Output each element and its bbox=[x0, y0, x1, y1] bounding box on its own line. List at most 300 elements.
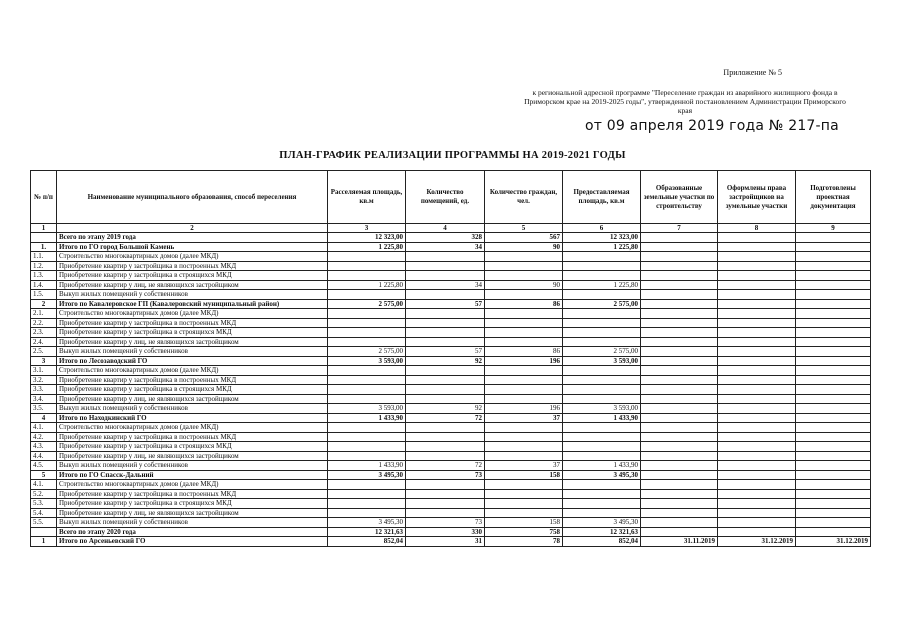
table-cell bbox=[328, 309, 406, 319]
table-cell bbox=[641, 480, 718, 490]
table-cell bbox=[796, 518, 871, 528]
table-cell bbox=[796, 385, 871, 395]
table-cell: 4 bbox=[31, 413, 57, 423]
table-cell: 1 bbox=[31, 537, 57, 547]
table-cell bbox=[406, 375, 485, 385]
table-cell bbox=[641, 432, 718, 442]
table-cell bbox=[31, 233, 57, 243]
table-cell bbox=[485, 271, 563, 281]
table-cell bbox=[718, 442, 796, 452]
table-cell bbox=[718, 432, 796, 442]
table-cell bbox=[485, 337, 563, 347]
column-number-row bbox=[31, 224, 871, 233]
table-cell bbox=[406, 385, 485, 395]
table-cell: 1.4. bbox=[31, 280, 57, 290]
table-cell: Приобретение квартир у лиц, не являющихся застройщиком bbox=[57, 337, 328, 347]
column-number: 1 bbox=[31, 224, 57, 233]
table-cell: 2.4. bbox=[31, 337, 57, 347]
document-title: ПЛАН-ГРАФИК РЕАЛИЗАЦИИ ПРОГРАММЫ НА 2019-2021 ГОДЫ bbox=[279, 150, 626, 161]
column-number: 2 bbox=[57, 224, 328, 233]
table-cell: 4.5. bbox=[31, 461, 57, 471]
table-cell: Итого по Арсеньевский ГО bbox=[57, 537, 328, 547]
table-cell bbox=[796, 347, 871, 357]
table-cell bbox=[718, 347, 796, 357]
table-cell bbox=[718, 527, 796, 537]
table-cell: 1 225,80 bbox=[328, 280, 406, 290]
table-row bbox=[31, 461, 871, 471]
table-cell: 4.1. bbox=[31, 480, 57, 490]
table-cell bbox=[641, 337, 718, 347]
table-cell bbox=[485, 508, 563, 518]
column-header: Расселяемая площадь, кв.м bbox=[328, 171, 406, 224]
table-cell bbox=[563, 318, 641, 328]
table-cell bbox=[641, 518, 718, 528]
table-cell: 328 bbox=[406, 233, 485, 243]
table-cell: 37 bbox=[485, 461, 563, 471]
table-cell: Выкуп жилых помещений у собственников bbox=[57, 404, 328, 414]
table-cell: 3 bbox=[31, 356, 57, 366]
table-cell: Строительство многоквартирных домов (далее МКД) bbox=[57, 366, 328, 376]
table-cell: 5 bbox=[31, 470, 57, 480]
column-header: Количество помещений, ед. bbox=[406, 171, 485, 224]
table-row bbox=[31, 404, 871, 414]
table-cell: 2 575,00 bbox=[563, 347, 641, 357]
table-cell bbox=[641, 451, 718, 461]
table-cell bbox=[718, 328, 796, 338]
table-cell: 1.2. bbox=[31, 261, 57, 271]
table-cell bbox=[406, 290, 485, 300]
table-cell: Приобретение квартир у застройщика в построенных МКД bbox=[57, 318, 328, 328]
table-cell bbox=[406, 499, 485, 509]
table-cell bbox=[328, 499, 406, 509]
table-cell: Строительство многоквартирных домов (далее МКД) bbox=[57, 480, 328, 490]
table-row bbox=[31, 328, 871, 338]
table-cell bbox=[796, 290, 871, 300]
table-row bbox=[31, 499, 871, 509]
table-cell: Итого по Кавалеровское ГП (Кавалеровский муниципальный район) bbox=[57, 299, 328, 309]
column-header: № п/п bbox=[31, 171, 57, 224]
table-cell bbox=[406, 432, 485, 442]
table-row bbox=[31, 413, 871, 423]
table-cell bbox=[563, 309, 641, 319]
table-cell bbox=[718, 375, 796, 385]
table-cell bbox=[563, 271, 641, 281]
table-cell bbox=[718, 356, 796, 366]
table-cell: 5.5. bbox=[31, 518, 57, 528]
table-cell bbox=[406, 328, 485, 338]
table-cell: Выкуп жилых помещений у собственников bbox=[57, 518, 328, 528]
table-cell bbox=[718, 252, 796, 262]
table-cell bbox=[718, 233, 796, 243]
table-cell: Приобретение квартир у застройщика в построенных МКД bbox=[57, 261, 328, 271]
table-cell bbox=[796, 480, 871, 490]
table-cell bbox=[563, 385, 641, 395]
table-cell bbox=[796, 261, 871, 271]
table-cell: Приобретение квартир у застройщика в строящихся МКД bbox=[57, 499, 328, 509]
table-cell bbox=[796, 252, 871, 262]
table-cell bbox=[406, 309, 485, 319]
table-cell: 2 bbox=[31, 299, 57, 309]
table-cell bbox=[641, 508, 718, 518]
table-cell: 3.3. bbox=[31, 385, 57, 395]
table-cell: Приобретение квартир у лиц, не являющихся застройщиком bbox=[57, 451, 328, 461]
table-cell bbox=[328, 366, 406, 376]
table-cell bbox=[718, 309, 796, 319]
table-cell bbox=[796, 242, 871, 252]
table-cell: 12 321,63 bbox=[328, 527, 406, 537]
table-cell: 196 bbox=[485, 356, 563, 366]
table-cell: 3 593,00 bbox=[563, 404, 641, 414]
table-cell: 72 bbox=[406, 461, 485, 471]
column-number: 9 bbox=[796, 224, 871, 233]
header-row bbox=[31, 171, 871, 224]
table-cell bbox=[796, 499, 871, 509]
table-cell bbox=[718, 489, 796, 499]
table-cell bbox=[328, 451, 406, 461]
table-cell bbox=[641, 385, 718, 395]
table-cell: 3.5. bbox=[31, 404, 57, 414]
table-row bbox=[31, 337, 871, 347]
table-cell bbox=[641, 328, 718, 338]
table-row bbox=[31, 309, 871, 319]
table-cell: Выкуп жилых помещений у собственников bbox=[57, 461, 328, 471]
table-row bbox=[31, 252, 871, 262]
table-cell: 1.1. bbox=[31, 252, 57, 262]
table-cell bbox=[796, 432, 871, 442]
table-cell bbox=[718, 261, 796, 271]
table-cell bbox=[641, 299, 718, 309]
decree-stamp: от 09 апреля 2019 года № 217-па bbox=[585, 118, 839, 134]
table-cell: 2.5. bbox=[31, 347, 57, 357]
table-cell bbox=[641, 242, 718, 252]
table-cell: Строительство многоквартирных домов (далее МКД) bbox=[57, 252, 328, 262]
table-cell bbox=[406, 318, 485, 328]
table-cell: 1. bbox=[31, 242, 57, 252]
table-cell bbox=[796, 318, 871, 328]
table-cell: Итого по Лесозаводский ГО bbox=[57, 356, 328, 366]
table-cell bbox=[718, 404, 796, 414]
table-cell: 37 bbox=[485, 413, 563, 423]
table-cell bbox=[796, 451, 871, 461]
table-cell: 5.2. bbox=[31, 489, 57, 499]
table-cell bbox=[563, 432, 641, 442]
table-cell: 330 bbox=[406, 527, 485, 537]
table-cell bbox=[641, 261, 718, 271]
table-cell: 2 575,00 bbox=[563, 299, 641, 309]
table-cell bbox=[641, 394, 718, 404]
table-cell bbox=[485, 252, 563, 262]
table-cell: 92 bbox=[406, 356, 485, 366]
table-row bbox=[31, 470, 871, 480]
table-cell bbox=[641, 290, 718, 300]
table-cell bbox=[563, 394, 641, 404]
table-cell bbox=[641, 252, 718, 262]
table-cell bbox=[641, 347, 718, 357]
column-header: Оформлены права застройщиков на зумельные участки bbox=[718, 171, 796, 224]
table-cell bbox=[328, 432, 406, 442]
table-cell bbox=[796, 328, 871, 338]
table-cell bbox=[406, 366, 485, 376]
table-cell bbox=[718, 413, 796, 423]
table-cell bbox=[641, 404, 718, 414]
table-cell: 12 321,63 bbox=[563, 527, 641, 537]
table-cell bbox=[485, 432, 563, 442]
table-row bbox=[31, 489, 871, 499]
table-cell bbox=[796, 366, 871, 376]
table-cell bbox=[718, 337, 796, 347]
table-cell: 567 bbox=[485, 233, 563, 243]
table-cell bbox=[563, 290, 641, 300]
table-cell: 57 bbox=[406, 299, 485, 309]
table-cell: Выкуп жилых помещений у собственников bbox=[57, 290, 328, 300]
table-cell bbox=[485, 489, 563, 499]
table-cell bbox=[328, 290, 406, 300]
table-cell bbox=[406, 442, 485, 452]
table-cell: 78 bbox=[485, 537, 563, 547]
table-cell bbox=[328, 480, 406, 490]
table-cell bbox=[641, 413, 718, 423]
table-cell bbox=[563, 337, 641, 347]
table-cell bbox=[406, 394, 485, 404]
table-cell bbox=[406, 261, 485, 271]
table-cell bbox=[796, 394, 871, 404]
table-cell: 5.3. bbox=[31, 499, 57, 509]
table-row bbox=[31, 537, 871, 547]
table-cell: 1.5. bbox=[31, 290, 57, 300]
table-cell: Строительство многоквартирных домов (далее МКД) bbox=[57, 309, 328, 319]
table-cell bbox=[796, 233, 871, 243]
table-cell bbox=[328, 394, 406, 404]
table-cell bbox=[718, 366, 796, 376]
table-cell: Приобретение квартир у лиц, не являющихся застройщиком bbox=[57, 394, 328, 404]
table-cell: 2 575,00 bbox=[328, 299, 406, 309]
table-cell: Приобретение квартир у застройщика в строящихся МКД bbox=[57, 442, 328, 452]
table-cell bbox=[406, 489, 485, 499]
column-number: 7 bbox=[641, 224, 718, 233]
table-cell bbox=[641, 499, 718, 509]
table-cell bbox=[328, 385, 406, 395]
table-cell: 34 bbox=[406, 280, 485, 290]
table-cell: 158 bbox=[485, 518, 563, 528]
table-cell bbox=[796, 404, 871, 414]
appendix-label: Приложение № 5 bbox=[723, 68, 782, 77]
table-cell bbox=[328, 337, 406, 347]
table-cell: 1.3. bbox=[31, 271, 57, 281]
table-row bbox=[31, 480, 871, 490]
table-cell bbox=[718, 280, 796, 290]
table-cell: Приобретение квартир у лиц, не являющихся застройщиком bbox=[57, 508, 328, 518]
table-cell bbox=[563, 442, 641, 452]
table-cell bbox=[796, 413, 871, 423]
table-cell: Всего по этапу 2020 года bbox=[57, 527, 328, 537]
table-cell: 90 bbox=[485, 242, 563, 252]
table-cell bbox=[563, 375, 641, 385]
table-cell: 3 495,30 bbox=[563, 470, 641, 480]
table-cell bbox=[796, 356, 871, 366]
table-cell bbox=[563, 480, 641, 490]
table-cell bbox=[796, 442, 871, 452]
table-cell: 31 bbox=[406, 537, 485, 547]
table-cell bbox=[485, 385, 563, 395]
program-reference: к региональной адресной программе "Переселение граждан из аварийного жилищного фонда в Приморском крае на 2019-2025 годы", утвержденной постановлением Администрации Приморского края bbox=[524, 88, 846, 115]
table-cell bbox=[328, 423, 406, 433]
table-cell bbox=[641, 489, 718, 499]
table-row bbox=[31, 271, 871, 281]
table-cell: 3.4. bbox=[31, 394, 57, 404]
table-cell: 12 323,00 bbox=[328, 233, 406, 243]
table-cell bbox=[328, 318, 406, 328]
column-header: Предоставляемая площадь, кв.м bbox=[563, 171, 641, 224]
table-cell bbox=[718, 451, 796, 461]
table-cell: 90 bbox=[485, 280, 563, 290]
table-cell: 2 575,00 bbox=[328, 347, 406, 357]
table-cell: 3.2. bbox=[31, 375, 57, 385]
table-cell bbox=[328, 489, 406, 499]
table-cell bbox=[406, 451, 485, 461]
table-cell: 12 323,00 bbox=[563, 233, 641, 243]
table-cell bbox=[796, 527, 871, 537]
table-cell bbox=[485, 366, 563, 376]
table-cell bbox=[718, 271, 796, 281]
table-cell bbox=[485, 423, 563, 433]
table-cell bbox=[563, 508, 641, 518]
table-cell: 852,04 bbox=[328, 537, 406, 547]
table-cell: 31.12.2019 bbox=[796, 537, 871, 547]
table-cell: 5.4. bbox=[31, 508, 57, 518]
table-cell bbox=[485, 261, 563, 271]
table-cell bbox=[328, 375, 406, 385]
column-number: 6 bbox=[563, 224, 641, 233]
column-header: Количество граждан, чел. bbox=[485, 171, 563, 224]
table-cell: Итого по Находкинский ГО bbox=[57, 413, 328, 423]
table-cell bbox=[485, 318, 563, 328]
table-cell bbox=[485, 309, 563, 319]
table-cell: 852,04 bbox=[563, 537, 641, 547]
table-cell bbox=[796, 489, 871, 499]
table-cell: 4.2. bbox=[31, 432, 57, 442]
table-cell bbox=[718, 299, 796, 309]
table-cell: 2.1. bbox=[31, 309, 57, 319]
table-cell bbox=[641, 423, 718, 433]
table-cell: Итого по ГО город Большой Камень bbox=[57, 242, 328, 252]
column-number: 5 bbox=[485, 224, 563, 233]
table-cell: 34 bbox=[406, 242, 485, 252]
table-cell bbox=[796, 423, 871, 433]
table-cell: 3 593,00 bbox=[563, 356, 641, 366]
table-row bbox=[31, 385, 871, 395]
table-row bbox=[31, 347, 871, 357]
table-cell bbox=[796, 299, 871, 309]
table-cell bbox=[796, 309, 871, 319]
table-row bbox=[31, 527, 871, 537]
column-number: 8 bbox=[718, 224, 796, 233]
table-cell bbox=[485, 375, 563, 385]
table-cell: 158 bbox=[485, 470, 563, 480]
table-cell: 73 bbox=[406, 470, 485, 480]
table-cell: 4.4. bbox=[31, 451, 57, 461]
table-cell: 1 225,80 bbox=[563, 242, 641, 252]
column-header: Образованные земельные участки по строительству bbox=[641, 171, 718, 224]
table-cell bbox=[406, 508, 485, 518]
table-cell bbox=[641, 461, 718, 471]
table-row bbox=[31, 261, 871, 271]
table-row bbox=[31, 394, 871, 404]
table-cell: 2.3. bbox=[31, 328, 57, 338]
table-cell: Приобретение квартир у застройщика в строящихся МКД bbox=[57, 271, 328, 281]
table-cell bbox=[328, 508, 406, 518]
table-row bbox=[31, 423, 871, 433]
table-cell bbox=[328, 271, 406, 281]
table-cell bbox=[563, 328, 641, 338]
table-cell: 1 225,80 bbox=[328, 242, 406, 252]
column-number: 3 bbox=[328, 224, 406, 233]
table-cell bbox=[328, 261, 406, 271]
table-cell bbox=[328, 328, 406, 338]
table-cell bbox=[796, 375, 871, 385]
table-cell: 31.11.2019 bbox=[641, 537, 718, 547]
column-header: Наименование муниципального образования, способ переселения bbox=[57, 171, 328, 224]
table-cell bbox=[563, 489, 641, 499]
table-row bbox=[31, 242, 871, 252]
table-cell: Приобретение квартир у застройщика в построенных МКД bbox=[57, 375, 328, 385]
table-cell bbox=[31, 527, 57, 537]
table-cell bbox=[641, 233, 718, 243]
table-cell: 2.2. bbox=[31, 318, 57, 328]
table-cell bbox=[563, 451, 641, 461]
table-cell: 1 225,80 bbox=[563, 280, 641, 290]
table-cell bbox=[406, 271, 485, 281]
table-cell: 4.3. bbox=[31, 442, 57, 452]
table-cell bbox=[796, 470, 871, 480]
table-cell bbox=[641, 375, 718, 385]
table-cell: 3 593,00 bbox=[328, 356, 406, 366]
table-cell bbox=[563, 252, 641, 262]
table-cell bbox=[718, 518, 796, 528]
table-cell: 1 433,90 bbox=[563, 461, 641, 471]
table-cell bbox=[718, 499, 796, 509]
table-row bbox=[31, 518, 871, 528]
table-row bbox=[31, 290, 871, 300]
table-cell: Приобретение квартир у застройщика в строящихся МКД bbox=[57, 385, 328, 395]
table-cell bbox=[796, 508, 871, 518]
table-cell: 3 593,00 bbox=[328, 404, 406, 414]
table-row bbox=[31, 375, 871, 385]
table-cell: 1 433,90 bbox=[328, 413, 406, 423]
table-cell: 31.12.2019 bbox=[718, 537, 796, 547]
table-cell bbox=[485, 290, 563, 300]
table-cell bbox=[641, 271, 718, 281]
table-cell bbox=[718, 394, 796, 404]
table-cell bbox=[641, 470, 718, 480]
table-cell bbox=[718, 470, 796, 480]
table-cell: 196 bbox=[485, 404, 563, 414]
table-cell: 3 495,30 bbox=[563, 518, 641, 528]
table-cell bbox=[563, 499, 641, 509]
table-row bbox=[31, 280, 871, 290]
table-cell: 72 bbox=[406, 413, 485, 423]
table-cell: 1 433,90 bbox=[328, 461, 406, 471]
table-cell: Приобретение квартир у застройщика в построенных МКД bbox=[57, 432, 328, 442]
table-cell bbox=[485, 499, 563, 509]
table-cell bbox=[796, 337, 871, 347]
table-row bbox=[31, 299, 871, 309]
table-row bbox=[31, 356, 871, 366]
table-row bbox=[31, 366, 871, 376]
column-number: 4 bbox=[406, 224, 485, 233]
table-cell bbox=[406, 480, 485, 490]
table-cell bbox=[406, 252, 485, 262]
table-cell: 1 433,90 bbox=[563, 413, 641, 423]
